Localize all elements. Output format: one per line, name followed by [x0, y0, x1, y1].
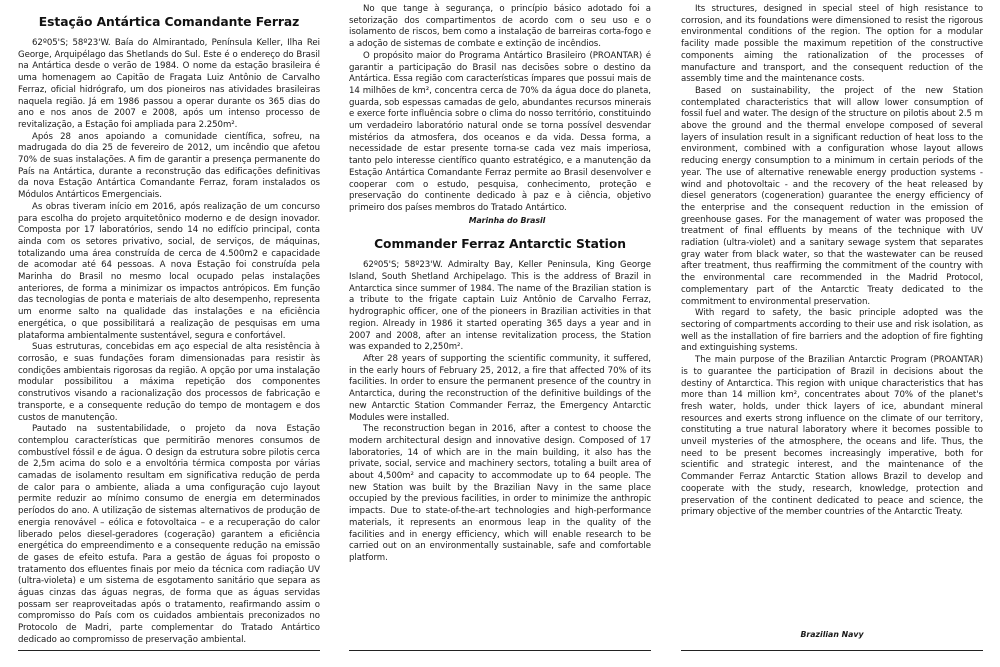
en-signature: Brazilian Navy — [800, 630, 864, 639]
pt-paragraph-7: O propósito maior do Programa Antártico Brasileiro (PROANTAR) é garantir a participação do Brasil nas decisões sobre o destino da Antártica. Essa região com características ímpares que possui mais de 14 milhões de km², concentra cerca de 70% da água doce do planeta, guarda, sob espessas camadas de gelo, abundantes recursos minerais e exerce forte influência sobre o clima do nosso território, constituindo um verdadeiro laboratório natural onde se torna possível desvendar mistérios da atmosfera, dos oceanos e da vida. Dessa forma, a necessidade de estar presente torna-se cada vez mais imperiosa, tanto pelo interesse científico quanto estratégico, e a manutenção da Estação Antártica Comandante Ferraz permite ao Brasil desenvolver e cooperar com o estudo, pesquisa, conhecimento, proteção e preservação do continente dedicado à paz e à ciência, objetivo primeiro dos países membros do Tratado Antártico. — [349, 50, 651, 213]
pt-paragraph-4: Suas estruturas, concebidas em aço especial de alta resistência à corrosão, e suas fundações foram dimensionadas para resistir às condições ambientais rigorosas da região. A opção por uma instalação modular possibilitou a máxima repetição dos componentes construtivos visando a racionalização dos processos de fabricação e transporte, e a consequente redução do tempo de montagem e dos custos de manutenção. — [18, 342, 320, 423]
pt-title: Estação Antártica Comandante Ferraz — [38, 15, 300, 29]
bottom-rule-3 — [681, 650, 983, 651]
column-1 — [18, 4, 320, 647]
pt-paragraph-5: Pautado na sustentabilidade, o projeto da nova Estação contemplou características que permitirão menores consumos de combustível fóssil e de água. O design da estrutura sobre pilotis cerca de 2,5m acima do solo e a envoltória térmica composta por várias camadas de isolamento resultam em significativa redução de perda de calor para o ambiente, aliada a uma configuração cujo layout permite reduzir ao mínimo consumo de energia em determinados períodos do ano. A utilização de sistemas alternativos de produção de energia renovável – eólica e fotovoltaica – e a recuperação do calor liberado pelos diesel-geradores (cogeração) garantem a eficiência energética do empreendimento e a consequente redução na emissão de gases de efeito estufa. Para a gestão de águas foi proposto o tratamento dos efluentes finais por meio da técnica com radiação UV (ultra-violeta) e um sistema de esgotamento sanitário que separa as águas cinzas das águas negras, de forma que as águas servidas possam ser reaproveitadas após o tratamento, reafirmando assim o compromisso do País com os cuidados ambientais preconizados no Protocolo de Madri, parte complementar do Tratado Antártico dedicado ao compromisso de preservação ambiental. — [18, 424, 320, 645]
en-paragraph-2: After 28 years of supporting the scientific community, it suffered, in the early hours of February 25, 2012, a fire that affected 70% of its facilities. In order to ensure the permanent presence of the country in Antarctica, during the reconstruction of the definitive buildings of the new Antarctic Station Commander Ferraz, the Emergency Antarctic Modules were installed. — [349, 353, 651, 423]
en-paragraph-3: The reconstruction began in 2016, after a contest to choose the modern architectural design and innovative design. Composed of 17 laboratories, 14 of which are in the main building, it also has the private, social, service and machinery sectors, totaling a built area of about 4,500m² and capacity to accommodate up to 64 people. The new Station was built by the Brazilian Navy in the same place occupied by the previous facilities, in order to minimize the anthropic impacts. Due to state-of-the-art technologies and high-performance materials, it represents an enormous leap in the quality of the facilities and in energy efficiency, which will enable research to be carried out on an environmentally sustainable, safe and comfortable platform. — [349, 424, 651, 563]
pt-paragraph-2: Após 28 anos apoiando a comunidade científica, sofreu, na madrugada do dia 25 de fevereiro de 2012, um incêndio que afetou 70% de suas instalações. A fim de garantir a presença permanente do País na Antártica, durante a reconstrução das edificações definitivas da nova Estação Antártica Comandante Ferraz, foram instalados os Módulos Antárticos Emergenciais. — [18, 131, 320, 201]
en-title: Commander Ferraz Antarctic Station — [374, 237, 626, 252]
en-paragraph-7: The main purpose of the Brazilian Antarctic Program (PROANTAR) is to guarantee the participation of Brazil in decisions about the destiny of Antarctica. This region with unique characteristics that has more than 14 million km², concentrates about 70% of the planet's fresh water, holds, under thick layers of ice, abundant mineral resources and exerts strong influence on the climate of our territory, constituting a true natural laboratory where it becomes possible to unveil mysteries of the atmosphere, the oceans and life. Thus, the need to be present becomes increasingly imperative, both for scientific and strategic interest, and the maintenance of the Commander Ferraz Antarctic Station allows Brazil to develop and cooperate with the study, research, knowledge, protection and preservation of the continent dedicated to peace and science, the primary objective of the member countries of the Antarctic Treaty. — [681, 355, 983, 518]
en-paragraph-6: With regard to safety, the basic principle adopted was the sectoring of compartments according to their use and risk isolation, as well as the installation of fire barriers and the adoption of fire fighting and extinguishing systems. — [681, 308, 983, 354]
en-paragraph-4: Its structures, designed in special steel of high resistance to corrosion, and its foundations were dimensioned to resist the rigorous environmental conditions of the region. The option for a modular facility made possible the maximum repetition of the constructive components aiming the rationalization of the processes of manufacture and transport, and the consequent reduction of the assembly time and the maintenance costs. — [681, 4, 983, 85]
pt-paragraph-6: No que tange à segurança, o princípio básico adotado foi a setorização dos compartimentos de acordo com o seu uso e o isolamento de riscos, bem como a instalação de barreiras corta-fogo e a adoção de sistemas de combate e extinção de incêndios. — [349, 4, 651, 50]
column-3 — [681, 4, 983, 519]
en-paragraph-5: Based on sustainability, the project of the new Station contemplated characteristics that will allow lower consumption of fossil fuel and water. The design of the structure on pilotis about 2.5 m above the ground and the thermal envelope composed of several layers of insulation result in a significant reduction of heat loss to the environment, combined with a configuration whose layout allows reducing energy consumption to a minimum in certain periods of the year. The use of alternative renewable energy production systems - wind and photovoltaic - and the recovery of the heat released by diesel generators (cogeneration) guarantee the energy efficiency of the enterprise and the consequent reduction in the emission of greenhouse gases. For the management of water was proposed the treatment of final effluents by means of the technique with UV radiation (ultra-violet) and a sanitary sewage system that separates gray water from black water, so that the wastewater can be reused after treatment, thus reaffirming the commitment of the country with the environmental care recommended in the Madrid Protocol, complementary part of the Antarctic Treaty dedicated to the commitment to environmental preservation. — [681, 85, 983, 307]
pt-signature: Marinha do Brasil — [468, 215, 546, 225]
pt-paragraph-3: As obras tiveram início em 2016, após realização de um concurso para escolha do projeto arquitetônico moderno e de design inovador. Composta por 17 laboratórios, sendo 14 no edifício principal, conta ainda com os setores privativo, social, de serviços, de máquinas, totalizando uma área construída de cerca de 4.500m2 e capacidade de acomodar até 64 pessoas. A nova Estação foi construída pela Marinha do Brasil no mesmo local ocupado pelas instalações anteriores, de forma a minimizar os impactos antrópicos. Em função das tecnologias de ponta e materiais de alto desempenho, representa um enorme salto na qualidade das instalações e na eficiência energética, o que possibilitará a realização de pesquisas em uma plataforma ambientalmente sustentável, segura e confortável. — [18, 201, 320, 341]
pt-paragraph-1: 62º05'S; 58º23'W. Baía do Almirantado, Península Keller, Ilha Rei George, Arquipélago das Shetlands do Sul. Este é o endereço do Brasil na Antártica desde o verão de 1984. O nome da estação brasileira é uma homenagem ao Capitão de Fragata Luiz Antônio de Carvalho Ferraz, oficial hidrógrafo, um dos pioneiros nas atividades brasileiras naquela região. Já em 1986 passou a operar durante os 365 dias do ano e nos anos de 2007 e 2008, após um intenso processo de revitalização, a Estação foi ampliada para 2.250m². — [18, 38, 320, 130]
bottom-rule-1 — [18, 650, 320, 651]
column-2 — [349, 4, 651, 565]
bottom-rule-2 — [349, 650, 651, 651]
en-paragraph-1: 62º05'S; 58º23'W. Admiralty Bay, Keller Peninsula, King George Island, South Shetland Archipelago. This is the address of Brazil in Antarctica since summer of 1984. The name of the Brazilian station is a tribute to the frigate captain Luiz Antônio de Carvalho Ferraz, hydrographic officer, one of the pioneers in Brazilian activities in that region. Already in 1986 it started operating 365 days a year and in 2007 and 2008, after an intense revitalization process, the Station was expanded to 2,250m². — [349, 260, 651, 353]
